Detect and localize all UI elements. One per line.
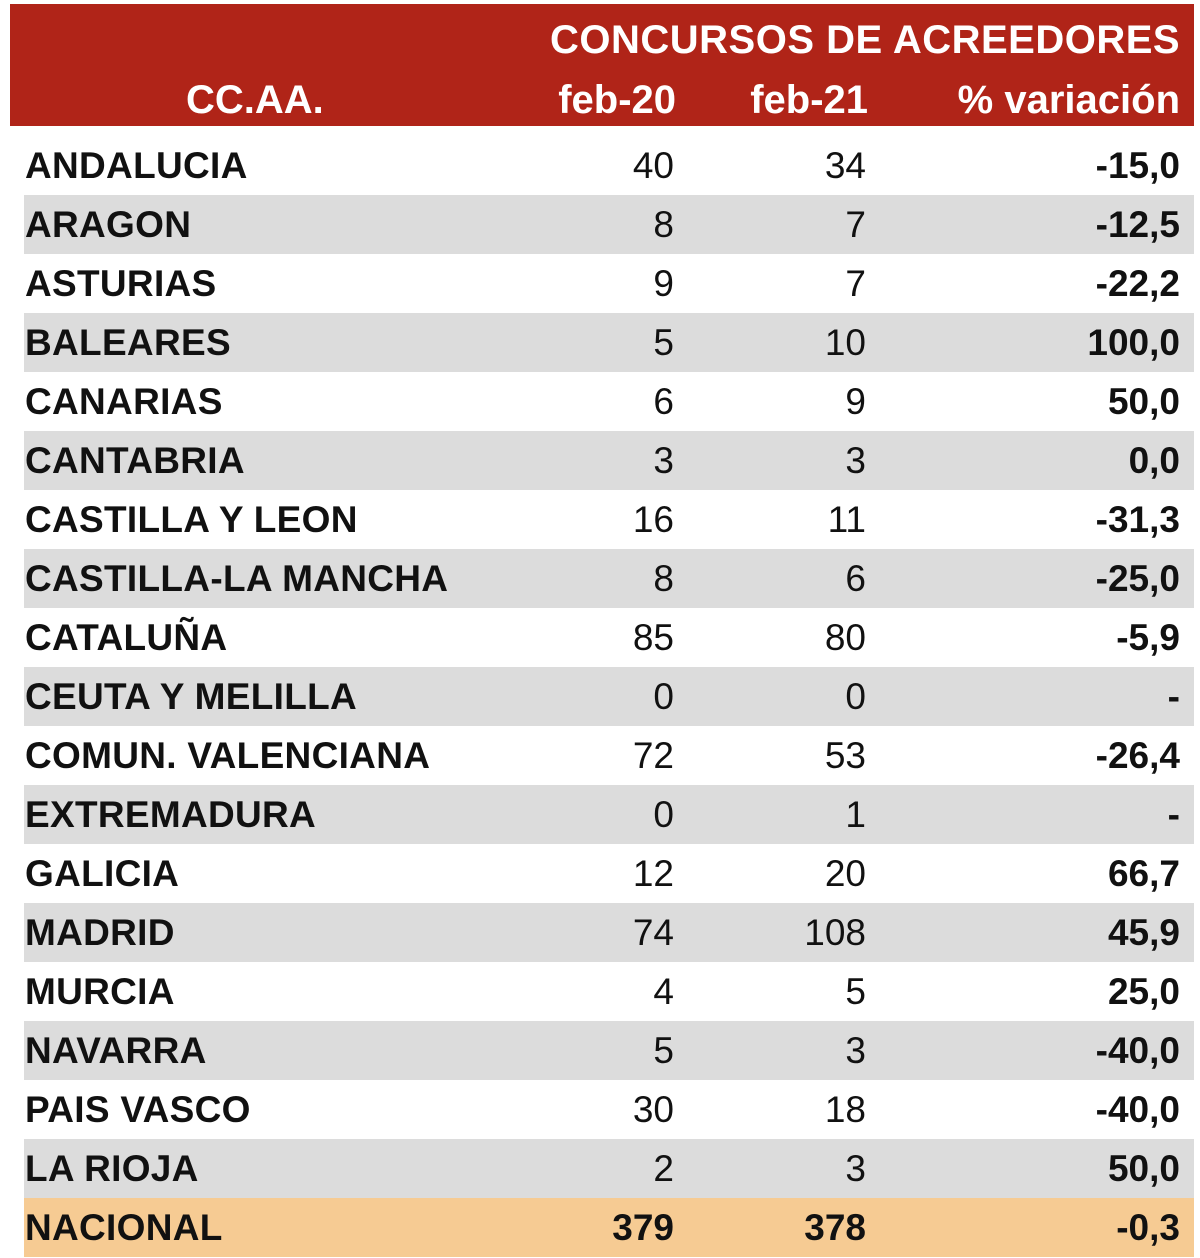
feb21-cell: 378 [804, 1207, 866, 1248]
feb20-cell: 16 [632, 499, 674, 540]
region-cell: MADRID [25, 912, 175, 953]
feb20-cell: 0 [653, 794, 674, 835]
feb20-cell: 74 [632, 912, 674, 953]
insolvency-table [10, 4, 1194, 1257]
region-cell: NAVARRA [25, 1030, 207, 1071]
table-header [10, 4, 1194, 126]
feb20-cell: 3 [653, 440, 674, 481]
region-cell: CANARIAS [25, 381, 223, 422]
variation-cell: 66,7 [1107, 853, 1180, 894]
feb20-cell: 30 [632, 1089, 674, 1130]
variation-cell: -22,2 [1095, 263, 1180, 304]
feb21-cell: 20 [824, 853, 866, 894]
region-cell: PAIS VASCO [25, 1089, 251, 1130]
feb20-cell: 5 [653, 322, 674, 363]
variation-cell: 45,9 [1107, 912, 1180, 953]
feb20-cell: 12 [632, 853, 674, 894]
variation-cell: -26,4 [1095, 735, 1180, 776]
table-row [24, 313, 1194, 372]
variation-cell: -12,5 [1095, 204, 1180, 245]
variation-cell: -25,0 [1095, 558, 1180, 599]
feb20-cell: 40 [632, 145, 674, 186]
region-cell: CANTABRIA [25, 440, 245, 481]
region-cell: ANDALUCIA [25, 145, 248, 186]
feb21-cell: 108 [804, 912, 866, 953]
table-row [24, 903, 1194, 962]
table-row [24, 431, 1194, 490]
feb20-cell: 9 [653, 263, 674, 304]
feb21-cell: 9 [845, 381, 866, 422]
region-cell: MURCIA [25, 971, 175, 1012]
region-cell: CATALUÑA [25, 617, 228, 658]
table-row [24, 195, 1194, 254]
feb21-cell: 1 [845, 794, 866, 835]
variation-cell: 0,0 [1128, 440, 1180, 481]
feb20-cell: 4 [653, 971, 674, 1012]
region-cell: ASTURIAS [25, 263, 217, 304]
feb21-cell: 0 [845, 676, 866, 717]
table-row [24, 785, 1194, 844]
feb21-cell: 80 [824, 617, 866, 658]
feb20-cell: 2 [653, 1148, 674, 1189]
table-body [10, 136, 1194, 1257]
feb20-cell: 72 [632, 735, 674, 776]
table-row [24, 549, 1194, 608]
variation-cell: 100,0 [1087, 322, 1180, 363]
variation-cell: 50,0 [1107, 381, 1180, 422]
feb21-cell: 11 [827, 499, 866, 540]
region-cell: GALICIA [25, 853, 180, 894]
feb21-cell: 3 [845, 1030, 866, 1071]
table-row [10, 608, 1194, 667]
table-row [10, 254, 1194, 313]
table-row [10, 844, 1194, 903]
feb21-cell: 5 [845, 971, 866, 1012]
header-feb21: feb-21 [750, 78, 868, 122]
feb20-cell: 85 [632, 617, 674, 658]
feb21-cell: 18 [824, 1089, 866, 1130]
variation-cell: -15,0 [1095, 145, 1180, 186]
region-cell: NACIONAL [25, 1207, 223, 1248]
header-feb20: feb-20 [558, 78, 676, 122]
variation-cell: -31,3 [1095, 499, 1180, 540]
table-row [10, 136, 1194, 195]
total-row [24, 1198, 1194, 1257]
header-group-title: CONCURSOS DE ACREEDORES [550, 18, 1181, 62]
table-row [24, 1139, 1194, 1198]
variation-cell: - [1167, 794, 1180, 835]
feb21-cell: 3 [845, 1148, 866, 1189]
feb20-cell: 8 [653, 204, 674, 245]
header-region: CC.AA. [186, 78, 324, 122]
region-cell: BALEARES [25, 322, 231, 363]
table-row [10, 726, 1194, 785]
variation-cell: 25,0 [1107, 971, 1180, 1012]
table-row [10, 372, 1194, 431]
feb20-cell: 5 [653, 1030, 674, 1071]
feb21-cell: 34 [824, 145, 866, 186]
table-row [24, 667, 1194, 726]
region-cell: EXTREMADURA [25, 794, 317, 835]
region-cell: LA RIOJA [25, 1148, 199, 1189]
header-variation: % variación [957, 78, 1180, 122]
region-cell: CASTILLA Y LEON [25, 499, 358, 540]
table-row [10, 962, 1194, 1021]
feb20-cell: 0 [653, 676, 674, 717]
table-row [10, 490, 1194, 549]
region-cell: ARAGON [25, 204, 192, 245]
feb21-cell: 53 [824, 735, 866, 776]
region-cell: COMUN. VALENCIANA [25, 735, 431, 776]
feb21-cell: 3 [845, 440, 866, 481]
feb21-cell: 10 [824, 322, 866, 363]
region-cell: CASTILLA-LA MANCHA [25, 558, 449, 599]
variation-cell: -5,9 [1116, 617, 1180, 658]
feb21-cell: 6 [845, 558, 866, 599]
feb20-cell: 6 [653, 381, 674, 422]
variation-cell: -0,3 [1116, 1207, 1180, 1248]
variation-cell: -40,0 [1095, 1030, 1180, 1071]
variation-cell: 50,0 [1107, 1148, 1180, 1189]
feb21-cell: 7 [845, 204, 866, 245]
region-cell: CEUTA Y MELILLA [25, 676, 358, 717]
variation-cell: -40,0 [1095, 1089, 1180, 1130]
variation-cell: - [1167, 676, 1180, 717]
table-row [24, 1021, 1194, 1080]
feb20-cell: 8 [653, 558, 674, 599]
table-row [10, 1080, 1194, 1139]
feb20-cell: 379 [612, 1207, 674, 1248]
feb21-cell: 7 [845, 263, 866, 304]
